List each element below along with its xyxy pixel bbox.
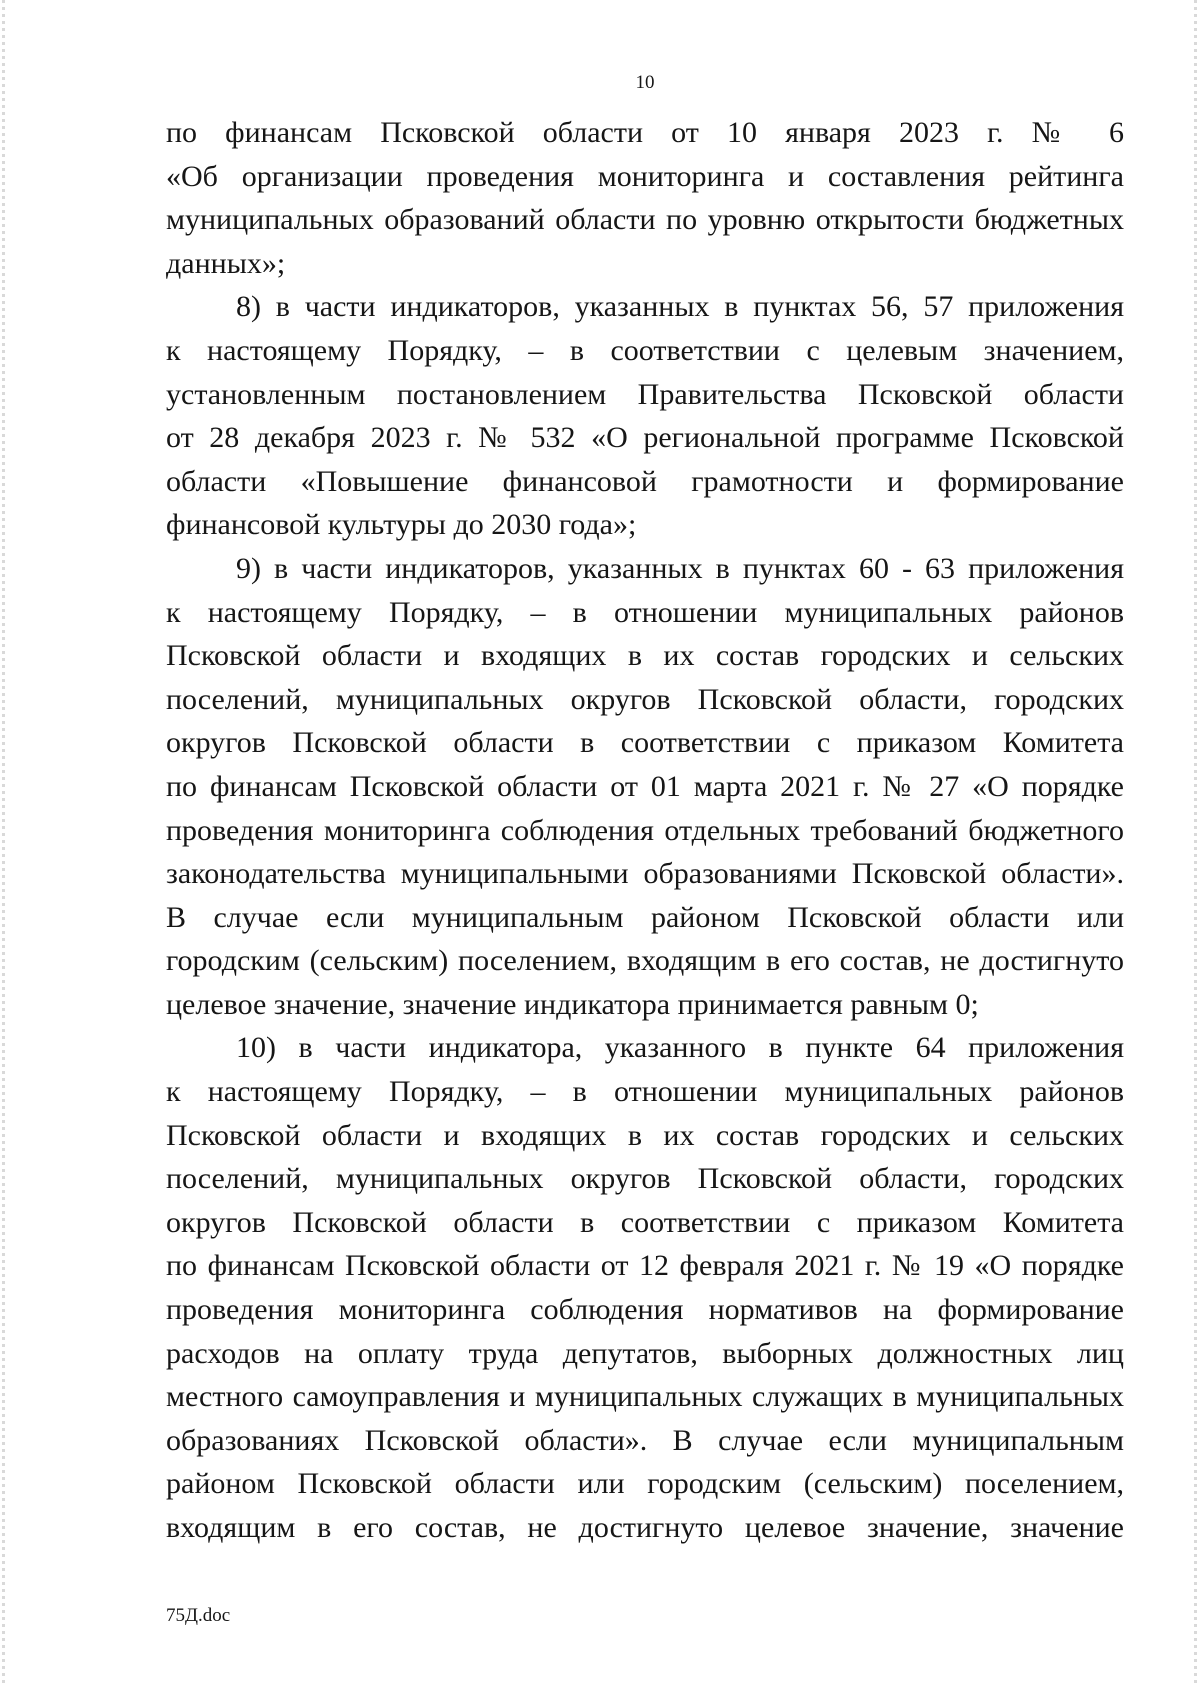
text-line: 8) в части индикаторов, указанных в пунктах 56, 57 приложения <box>236 290 1124 324</box>
page-number: 10 <box>635 72 655 93</box>
text-line: законодательства муниципальными образованиями Псковской области». <box>166 857 1124 891</box>
scan-edge-left <box>2 0 5 1686</box>
text-line: городским (сельским) поселением, входящим в его состав, не достигнуто <box>166 944 1124 978</box>
paragraph-continuation <box>166 111 1124 285</box>
text-line: округов Псковской области в соответствии с приказом Комитета <box>166 1205 1124 1239</box>
text-line: к настоящему Порядку, – в отношении муниципальных районов <box>166 595 1124 629</box>
text-line: по финансам Псковской области от 12 февраля 2021 г. № 19 «О порядке <box>166 1249 1124 1283</box>
paragraph-item-8 <box>166 285 1124 547</box>
text-line: расходов на оплату труда депутатов, выборных должностных лиц <box>166 1336 1124 1370</box>
text-line: финансовой культуры до 2030 года»; <box>166 508 637 542</box>
text-line: проведения мониторинга соблюдения нормативов на формирование <box>166 1293 1124 1327</box>
text-line: 10) в части индикатора, указанного в пункте 64 приложения <box>236 1031 1124 1065</box>
paragraph-item-10 <box>166 1026 1124 1549</box>
text-line: «Об организации проведения мониторинга и составления рейтинга <box>166 159 1124 193</box>
document-body <box>166 111 1124 1550</box>
text-line: местного самоуправления и муниципальных служащих в муниципальных <box>166 1380 1124 1414</box>
text-line: Псковской области и входящих в их состав городских и сельских <box>166 639 1124 673</box>
text-line: Псковской области и входящих в их состав городских и сельских <box>166 1118 1124 1152</box>
text-line: поселений, муниципальных округов Псковской области, городских <box>166 1162 1124 1196</box>
scan-edge-right <box>1194 0 1197 1686</box>
text-line: области «Повышение финансовой грамотности и формирование <box>166 464 1124 498</box>
text-line: установленным постановлением Правительства Псковской области <box>166 377 1124 411</box>
text-line: данных»; <box>166 246 286 280</box>
text-line: районом Псковской области или городским (сельским) поселением, <box>166 1467 1124 1501</box>
text-line: к настоящему Порядку, – в отношении муниципальных районов <box>166 1075 1124 1109</box>
text-line: округов Псковской области в соответствии с приказом Комитета <box>166 726 1124 760</box>
paragraph-item-9 <box>166 547 1124 1027</box>
text-line: целевое значение, значение индикатора принимается равным 0; <box>166 987 979 1021</box>
text-line: от 28 декабря 2023 г. № 532 «О региональной программе Псковской <box>166 421 1124 455</box>
footer-filename: 75Д.doc <box>166 1605 231 1626</box>
text-line: 9) в части индикаторов, указанных в пунктах 60 - 63 приложения <box>236 551 1124 585</box>
text-line: по финансам Псковской области от 10 января 2023 г. № 6 <box>166 116 1124 149</box>
text-line: образованиях Псковской области». В случае если муниципальным <box>166 1423 1124 1457</box>
text-line: муниципальных образований области по уровню открытости бюджетных <box>166 203 1124 237</box>
text-line: проведения мониторинга соблюдения отдельных требований бюджетного <box>166 813 1124 847</box>
text-line: к настоящему Порядку, – в соответствии с целевым значением, <box>166 333 1124 367</box>
text-line: входящим в его состав, не достигнуто целевое значение, значение <box>166 1511 1124 1544</box>
text-line: поселений, муниципальных округов Псковской области, городских <box>166 682 1124 716</box>
text-line: В случае если муниципальным районом Псковской области или <box>166 900 1124 934</box>
text-line: по финансам Псковской области от 01 марта 2021 г. № 27 «О порядке <box>166 769 1124 803</box>
